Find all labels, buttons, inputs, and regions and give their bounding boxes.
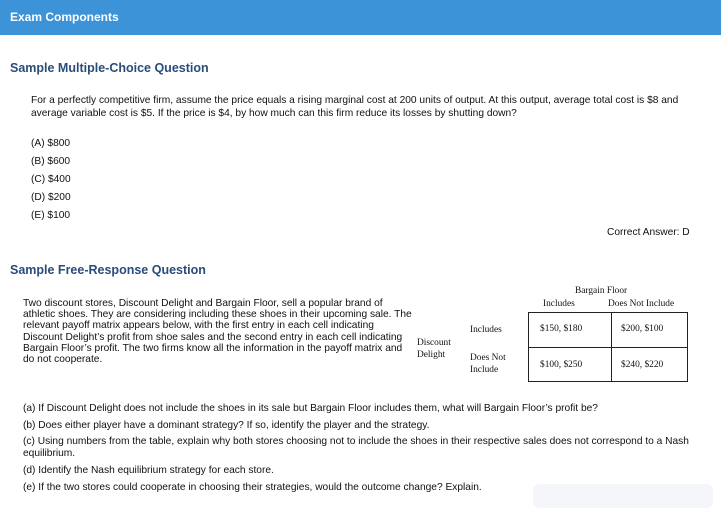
mcq-choice-d: (D) $200 bbox=[31, 192, 71, 203]
frq-part-b: (b) Does either player have a dominant strategy? If so, identify the player and the strategy. bbox=[23, 420, 430, 431]
matrix-col-player: Bargain Floor bbox=[575, 286, 628, 296]
mcq-choice-e: (E) $100 bbox=[31, 210, 71, 221]
blurred-overlay bbox=[533, 484, 713, 508]
matrix-row-player-line1: Discount bbox=[417, 338, 451, 348]
matrix-row-player-line2: Delight bbox=[417, 350, 446, 360]
header-title: Exam Components bbox=[10, 10, 119, 24]
frq-part-a: (a) If Discount Delight does not include the shoes in its sale but Bargain Floor includes them, what will Bargain Floor’s profit be? bbox=[23, 403, 598, 414]
mcq-choice-c: (C) $400 bbox=[31, 174, 71, 185]
frq-section-title: Sample Free-Response Question bbox=[10, 263, 206, 277]
matrix-divider-horizontal bbox=[529, 347, 687, 348]
frq-question-stem: Two discount stores, Discount Delight and Bargain Floor, sell a popular brand of athletic shoes. They are considering including these shoes in their upcoming sale. The relevant payoff matrix appears below, with the first entry in each cell indicating Discount Delight’s profit from shoe sales and the second entry in each cell indicating Bargain Floor’s profit. The two firms know all the information in the payoff matrix and do not cooperate. bbox=[23, 298, 412, 366]
frq-part-e: (e) If the two stores could cooperate in choosing their strategies, would the outcome change? Explain. bbox=[23, 482, 482, 493]
matrix-col-header-includes: Includes bbox=[543, 299, 575, 309]
matrix-col-header-does-not-include: Does Not Include bbox=[608, 299, 675, 309]
frq-part-d: (d) Identify the Nash equilibrium strategy for each store. bbox=[23, 465, 274, 476]
matrix-cell-nn: $240, $220 bbox=[621, 360, 664, 370]
mcq-question-stem: For a perfectly competitive firm, assume the price equals a rising marginal cost at 200 units of output. At this output, average total cost is $8 and average variable cost is $5. If the price is $4, by how much can this firm reduce its losses by shutting down? bbox=[31, 95, 679, 119]
mcq-section-title: Sample Multiple-Choice Question bbox=[10, 61, 209, 75]
matrix-divider-vertical bbox=[611, 313, 612, 381]
matrix-row-header-does-not: Does Not bbox=[470, 353, 506, 363]
matrix-row-header-include: Include bbox=[470, 365, 499, 375]
matrix-grid bbox=[528, 312, 688, 382]
matrix-row-header-includes: Includes bbox=[470, 325, 502, 335]
mcq-correct-answer: Correct Answer: D bbox=[607, 227, 690, 238]
mcq-choice-a: (A) $800 bbox=[31, 138, 71, 149]
matrix-cell-in: $200, $100 bbox=[621, 324, 664, 334]
matrix-cell-ni: $100, $250 bbox=[540, 360, 583, 370]
matrix-cell-ii: $150, $180 bbox=[540, 324, 583, 334]
frq-part-c: (c) Using numbers from the table, explain why both stores choosing not to include the shoes in their respective sales does not correspond to a Nash equilibrium. bbox=[23, 436, 689, 459]
payoff-matrix bbox=[415, 286, 693, 396]
mcq-choice-b: (B) $600 bbox=[31, 156, 71, 167]
header-bar bbox=[0, 0, 721, 35]
